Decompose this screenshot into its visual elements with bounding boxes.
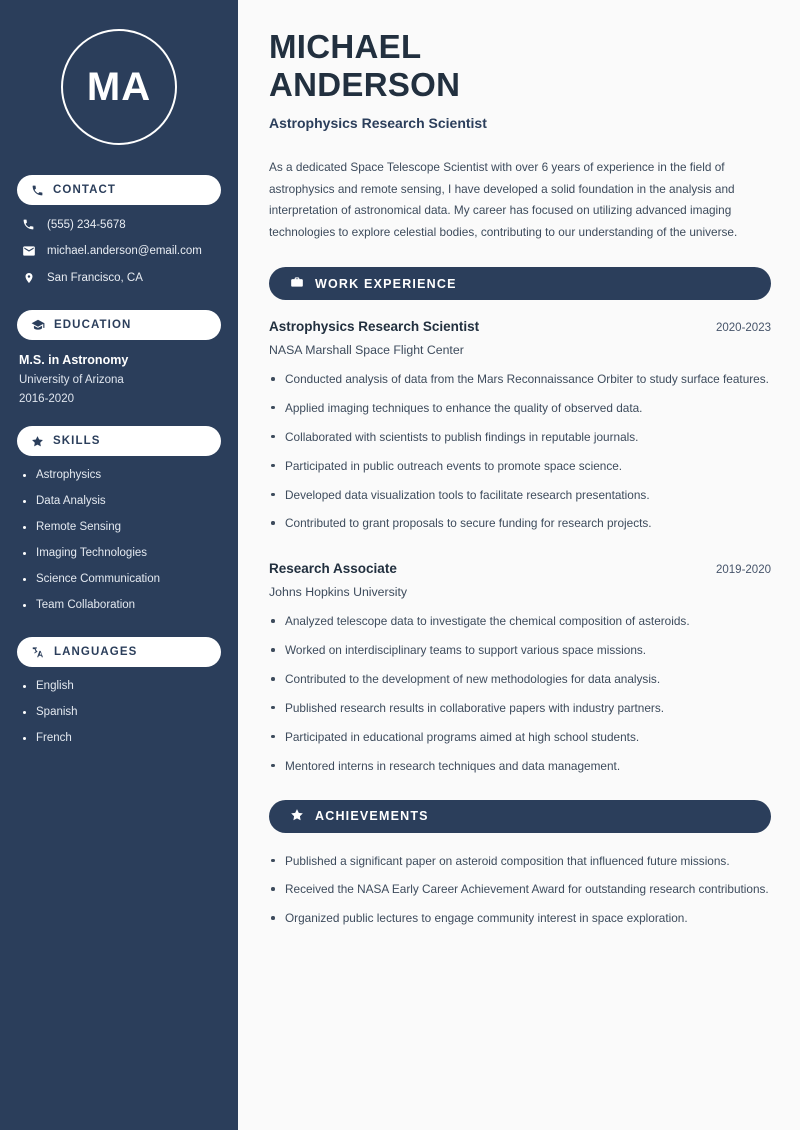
experience-bullets	[269, 612, 771, 775]
experience-organization: Johns Hopkins University	[269, 585, 408, 600]
experience-entry	[269, 319, 771, 533]
skills-heading	[17, 426, 221, 456]
achievements-list	[269, 852, 771, 929]
list-item: Received the NASA Early Career Achievement Award for outstanding research contributions.	[269, 880, 771, 899]
list-item: Collaborated with scientists to publish findings in reputable journals.	[269, 428, 771, 447]
professional-summary: As a dedicated Space Telescope Scientist with over 6 years of experience in the field of astrophysics and remote sensing, I have developed a solid foundation in the analysis and interpretation of astronomical data. My career has focused on utilizing advanced imaging technologies to explore celestial bodies, contributing to our understanding of the universe.	[269, 160, 738, 239]
list-item: Mentored interns in research techniques and data management.	[269, 757, 771, 776]
list-item: Published research results in collaborative papers with industry partners.	[269, 699, 771, 718]
location-pin-icon	[21, 271, 36, 285]
headline-job-title: Astrophysics Research Scientist	[269, 115, 487, 132]
work-experience-heading-label: WORK EXPERIENCE	[315, 276, 457, 291]
list-item: Participated in public outreach events to promote space science.	[269, 457, 771, 476]
education-years: 2016-2020	[19, 393, 74, 405]
avatar-container	[17, 29, 221, 145]
sidebar	[0, 0, 238, 1130]
list-item: Conducted analysis of data from the Mars Reconnaissance Orbiter to study surface features.	[269, 370, 771, 389]
first-name: MICHAEL	[269, 28, 422, 65]
star-icon	[290, 808, 304, 825]
education-school: University of Arizona	[19, 374, 124, 386]
work-experience-heading	[269, 267, 771, 300]
list-item: Astrophysics	[23, 469, 221, 481]
page-title	[269, 28, 771, 103]
experience-header	[269, 319, 771, 334]
experience-dates: 2019-2020	[716, 564, 771, 577]
experience-role: Research Associate	[269, 561, 397, 577]
achievements-heading-label: ACHIEVEMENTS	[315, 809, 429, 824]
list-item: Applied imaging techniques to enhance the quality of observed data.	[269, 399, 771, 418]
education-degree: M.S. in Astronomy	[19, 353, 129, 367]
contact-email-value: michael.anderson@email.com	[47, 245, 202, 257]
skills-list	[17, 469, 221, 611]
contact-phone-value: (555) 234-5678	[47, 218, 126, 231]
list-item: Contributed to the development of new methodologies for data analysis.	[269, 670, 771, 689]
contact-heading	[17, 175, 221, 205]
skills-heading-label: SKILLS	[53, 435, 101, 447]
list-item: Analyzed telescope data to investigate the chemical composition of asteroids.	[269, 612, 771, 631]
list-item: Remote Sensing	[23, 521, 221, 533]
languages-heading-label: LANGUAGES	[54, 646, 138, 658]
experience-dates: 2020-2023	[716, 322, 771, 335]
contact-phone-row[interactable]	[17, 218, 221, 231]
languages-heading	[17, 637, 221, 667]
avatar-initials: MA	[61, 29, 177, 145]
list-item: Developed data visualization tools to facilitate research presentations.	[269, 486, 771, 505]
experience-organization: NASA Marshall Space Flight Center	[269, 343, 464, 358]
email-icon	[21, 244, 36, 258]
last-name: ANDERSON	[269, 65, 461, 103]
list-item: Worked on interdisciplinary teams to support various space missions.	[269, 641, 771, 660]
education-entry	[17, 353, 221, 405]
contact-location-row[interactable]	[17, 271, 221, 285]
briefcase-icon	[290, 275, 304, 292]
experience-role: Astrophysics Research Scientist	[269, 319, 480, 335]
contact-location-value: San Francisco, CA	[47, 272, 143, 284]
phone-icon	[31, 184, 44, 197]
achievements-heading	[269, 800, 771, 833]
list-item: Team Collaboration	[23, 599, 221, 611]
list-item: French	[23, 732, 221, 744]
experience-entry	[269, 561, 771, 775]
graduation-cap-icon	[31, 318, 45, 332]
education-heading	[17, 310, 221, 340]
list-item: Organized public lectures to engage community interest in space exploration.	[269, 909, 771, 928]
list-item: Spanish	[23, 706, 221, 718]
experience-header	[269, 561, 771, 576]
list-item: English	[23, 680, 221, 692]
translate-icon	[31, 645, 45, 659]
experience-bullets	[269, 370, 771, 533]
main-content	[238, 0, 800, 1130]
list-item: Published a significant paper on asteroid composition that influenced future missions.	[269, 852, 771, 871]
list-item: Contributed to grant proposals to secure funding for research projects.	[269, 514, 771, 533]
phone-icon	[21, 218, 36, 231]
list-item: Participated in educational programs aimed at high school students.	[269, 728, 771, 747]
star-icon	[31, 435, 44, 448]
list-item: Imaging Technologies	[23, 547, 221, 559]
list-item: Science Communication	[23, 573, 221, 585]
contact-heading-label: CONTACT	[53, 184, 117, 196]
contact-email-row[interactable]	[17, 244, 221, 258]
languages-list	[17, 680, 221, 744]
list-item: Data Analysis	[23, 495, 221, 507]
education-heading-label: EDUCATION	[54, 319, 132, 331]
